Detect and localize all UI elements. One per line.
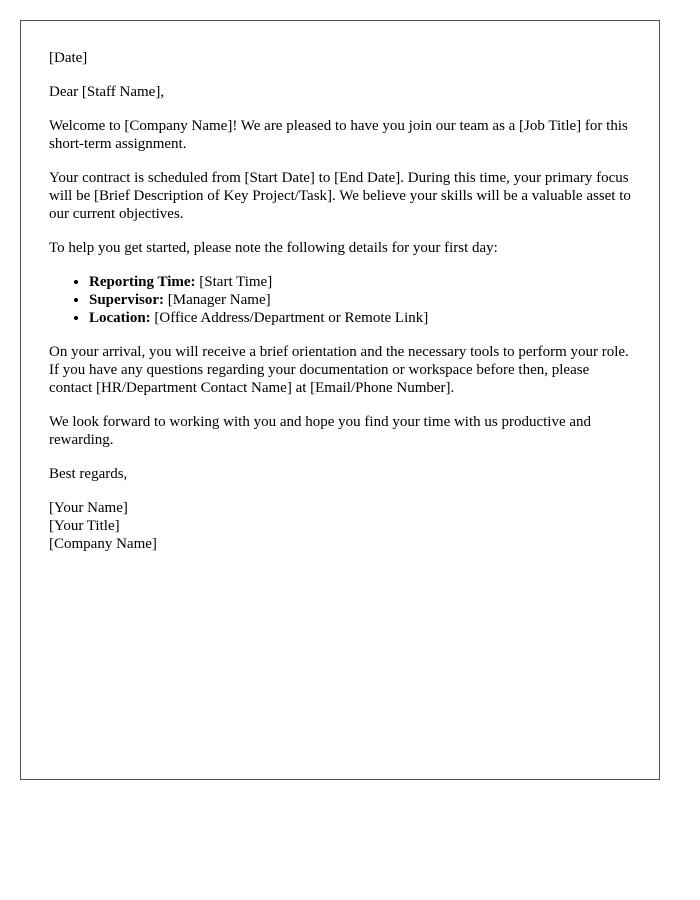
detail-value: [Start Time] — [195, 274, 273, 290]
letter-greeting: Dear [Staff Name], — [49, 84, 165, 100]
detail-label: Location: — [89, 310, 151, 326]
letter-page — [20, 20, 660, 780]
contract-paragraph: Your contract is scheduled from [Start Date] to [End Date]. During this time, your primary focus will be [Brief Description of Key Project/Task]. We believe your skills will be a valuable asset to our current objectives. — [49, 170, 631, 222]
list-item — [89, 273, 631, 291]
detail-label: Reporting Time: — [89, 274, 196, 290]
details-intro-paragraph: To help you get started, please note the following details for your first day: — [49, 240, 498, 256]
detail-label: Supervisor: — [89, 292, 164, 308]
signature-title: [Your Title] — [49, 518, 120, 534]
list-item — [89, 309, 631, 327]
sign-off: Best regards, — [49, 466, 128, 482]
list-item — [89, 291, 631, 309]
welcome-paragraph: Welcome to [Company Name]! We are pleased to have you join our team as a [Job Title] for this short-term assignment. — [49, 118, 628, 152]
closing-paragraph: We look forward to working with you and hope you find your time with us productive and rewarding. — [49, 414, 592, 448]
detail-value: [Office Address/Department or Remote Link] — [150, 310, 429, 326]
signature-block — [49, 499, 631, 553]
signature-company: [Company Name] — [49, 536, 157, 552]
signature-name: [Your Name] — [49, 500, 128, 516]
letter-date: [Date] — [49, 50, 88, 66]
first-day-details-list — [49, 273, 631, 327]
detail-value: [Manager Name] — [164, 292, 271, 308]
arrival-paragraph: On your arrival, you will receive a brief orientation and the necessary tools to perform your role. If you have any questions regarding your documentation or workspace before then, please contact [HR/Department Contact Name] at [Email/Phone Number]. — [49, 344, 629, 396]
